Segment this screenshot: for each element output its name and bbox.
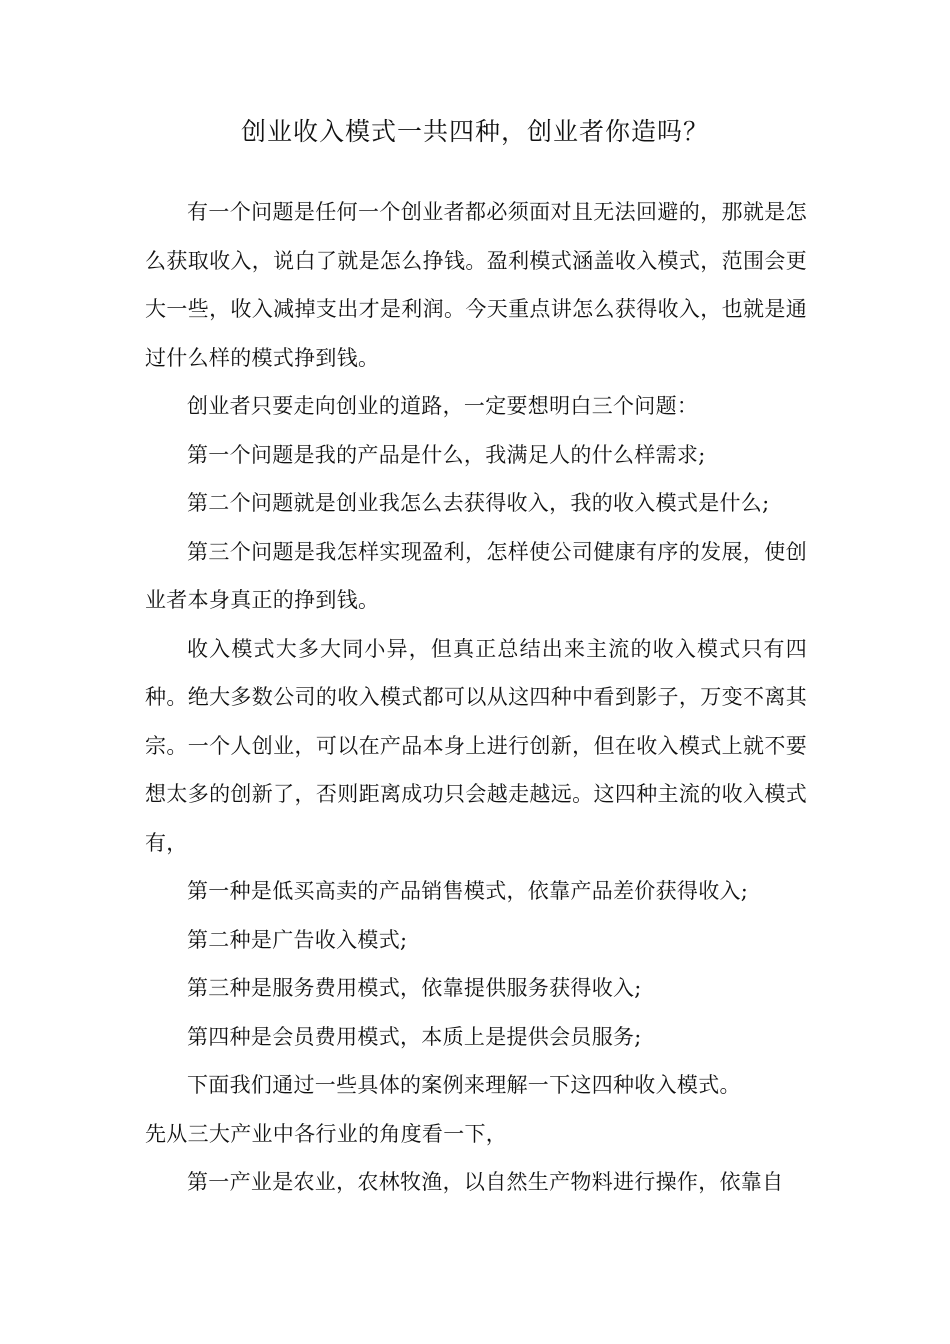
paragraph: 第二种是广告收入模式; [187,927,408,952]
paragraph: 创业者只要走向创业的道路，一定要想明白三个问题： [187,394,699,418]
paragraph: 第一种是低买高卖的产品销售模式，依靠产品差价获得收入; [187,879,749,903]
document-body [145,188,807,1207]
paragraph: 下面我们通过一些具体的案例来理解一下这四种收入模式。 [187,1073,741,1097]
paragraph: 第一产业是农业，农林牧渔，以自然生产物料进行操作，依靠自 [187,1170,784,1194]
paragraph: 收入模式大多大同小异，但真正总结出来主流的收入模式只有四种。绝大多数公司的收入模式都可以从这四种中看到影子，万变不离其宗。一个人创业，可以在产品本身上进行创新，但在收入模式上就不要想太多的创新了，否则距离成功只会越走越远。这四种主流的收入模式有， [145,636,807,855]
paragraph: 第三个问题是我怎样实现盈利，怎样使公司健康有序的发展，使创业者本身真正的挣到钱。 [145,539,807,612]
paragraph: 第三种是服务费用模式，依靠提供服务获得收入; [187,976,642,1000]
paragraph: 第一个问题是我的产品是什么，我满足人的什么样需求; [187,442,706,467]
paragraph: 第四种是会员费用模式，本质上是提供会员服务; [187,1024,642,1049]
document-title: 创业收入模式一共四种，创业者你造吗？ [240,117,709,146]
paragraph: 先从三大产业中各行业的角度看一下， [145,1121,508,1146]
paragraph: 第二个问题就是创业我怎么去获得收入，我的收入模式是什么; [187,491,770,515]
paragraph: 有一个问题是任何一个创业者都必须面对且无法回避的，那就是怎么获取收入，说白了就是怎么挣钱。盈利模式涵盖收入模式，范围会更大一些，收入减掉支出才是利润。今天重点讲怎么获得收入，也就是通过什么样的模式挣到钱。 [145,200,807,370]
